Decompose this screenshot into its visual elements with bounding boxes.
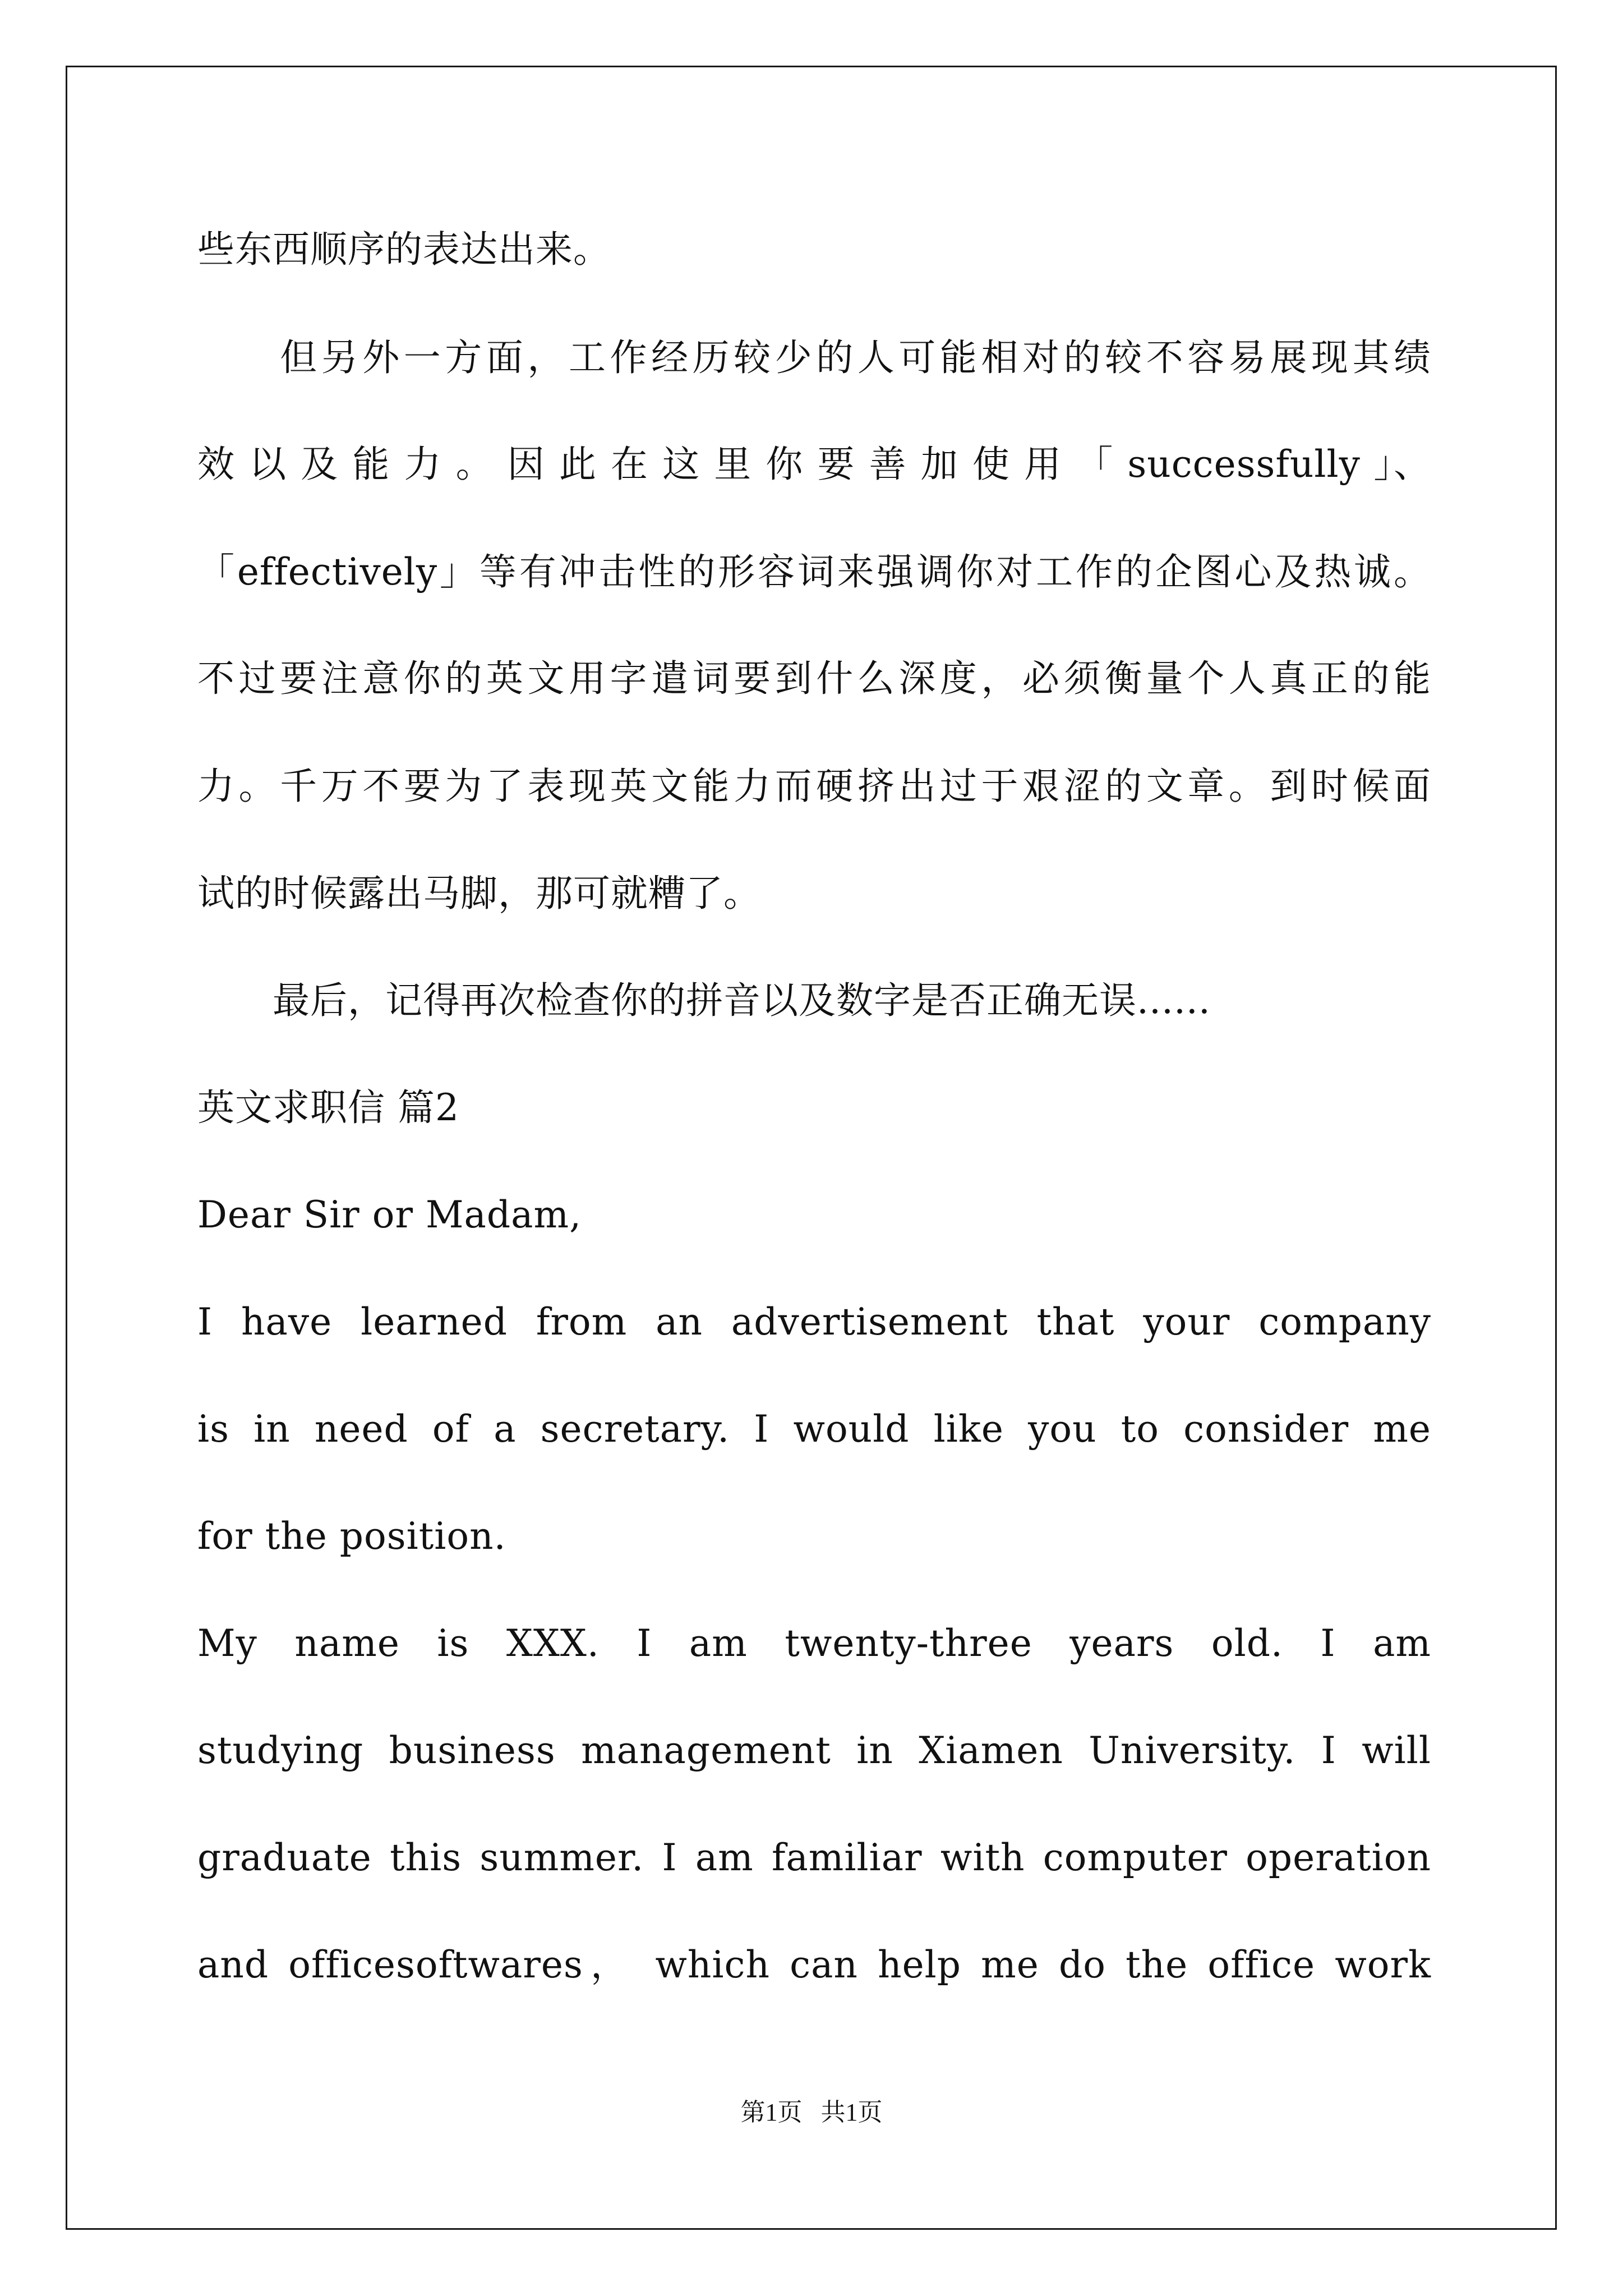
text-line: studying business management in Xiamen University. I will bbox=[197, 1729, 1431, 1772]
text-line: 些东西顺序的表达出来。 bbox=[197, 228, 611, 271]
text-line: graduate this summer. I am familiar with computer operation bbox=[197, 1836, 1431, 1879]
salutation: Dear Sir or Madam, bbox=[197, 1193, 582, 1236]
section-heading: 英文求职信 篇2 bbox=[197, 1086, 459, 1129]
text-line: 但另外一方面，工作经历较少的人可能相对的较不容易展现其绩 bbox=[197, 336, 1431, 379]
text-line: 效 以 及 能 力 。 因 此 在 这 里 你 要 善 加 使 用 「 successfully 」、 bbox=[197, 443, 1431, 486]
text-line: for the position. bbox=[197, 1515, 506, 1558]
text-line: is in need of a secretary. I would like you to consider me bbox=[197, 1407, 1431, 1451]
page-border bbox=[66, 66, 1557, 2230]
text-line: and officesoftwares， which can help me do the office work bbox=[197, 1943, 1431, 1986]
text-line: 最后，记得再次检查你的拼音以及数字是否正确无误...... bbox=[197, 979, 1211, 1022]
text-line: 「effectively」等有冲击性的形容词来强调你对工作的企图心及热诚。 bbox=[197, 550, 1431, 593]
text-line: 不过要注意你的英文用字遣词要到什么深度，必须衡量个人真正的能 bbox=[197, 657, 1431, 700]
page-footer: 第1页 共1页 bbox=[740, 2099, 883, 2126]
text-line: My name is XXX. I am twenty-three years old. I am bbox=[197, 1622, 1431, 1665]
text-line: I have learned from an advertisement that your company bbox=[197, 1300, 1431, 1343]
text-line: 试的时候露出马脚，那可就糟了。 bbox=[197, 872, 761, 915]
text-line: 力。千万不要为了表现英文能力而硬挤出过于艰涩的文章。到时候面 bbox=[197, 765, 1431, 808]
